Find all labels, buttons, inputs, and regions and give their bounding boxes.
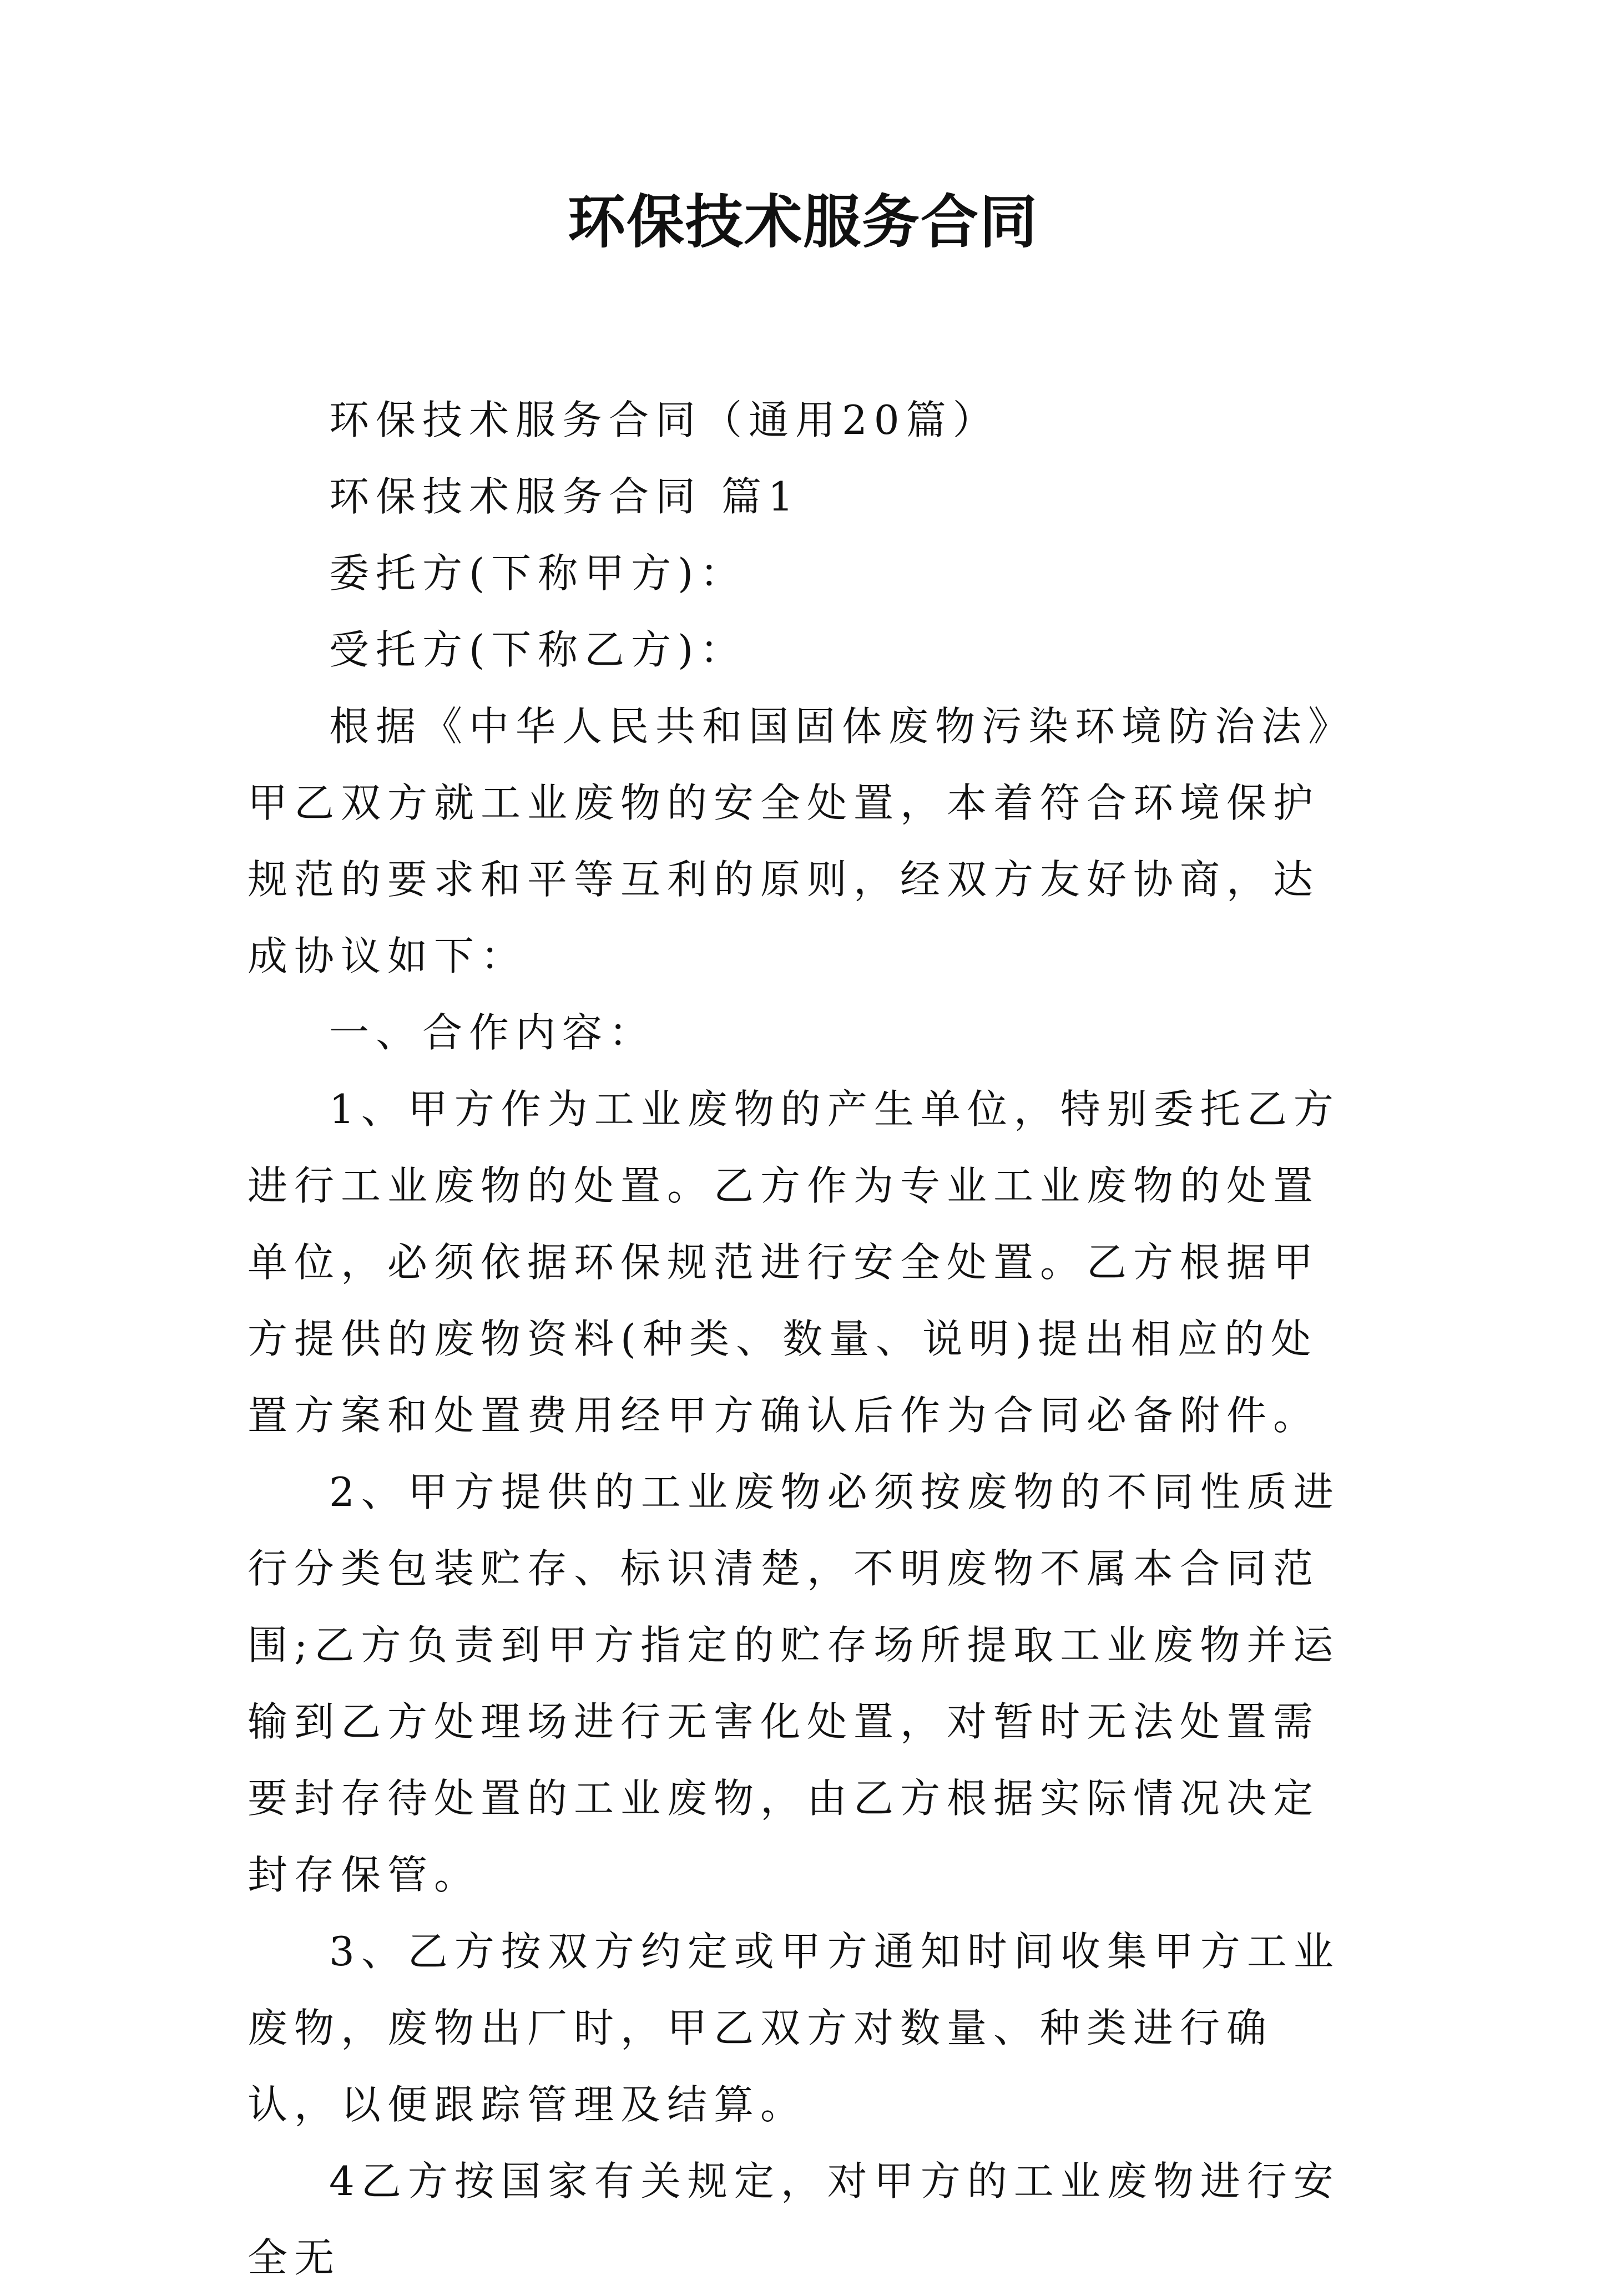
paragraph-preamble: 根据《中华人民共和国固体废物污染环境防治法》甲乙双方就工业废物的安全处置，本着符合环境保护规范的要求和平等互利的原则，经双方友好协商，达成协议如下： xyxy=(248,703,1355,979)
paragraph-section-title: 环保技术服务合同 篇1 xyxy=(329,473,800,520)
document-title: 环保技术服务合同 xyxy=(567,188,1038,256)
document-body xyxy=(248,382,1363,2296)
paragraph-cooperation-heading: 一、合作内容： xyxy=(329,1009,656,1056)
paragraph-clause-3: 3、乙方按双方约定或甲方通知时间收集甲方工业废物，废物出厂时，甲乙双方对数量、种类进行确认，以便跟踪管理及结算。 xyxy=(248,1928,1340,2128)
paragraph-party-a: 委托方(下称甲方)： xyxy=(329,550,747,596)
paragraph-party-b: 受托方(下称乙方)： xyxy=(329,626,747,673)
paragraph-clause-1: 1、甲方作为工业废物的产生单位，特别委托乙方进行工业废物的处置。乙方作为专业工业废物的处置单位，必须依据环保规范进行安全处置。乙方根据甲方提供的废物资料(种类、数量、说明)提出相应的处置方案和处置费用经甲方确认后作为合同必备附件。 xyxy=(248,1086,1340,1439)
paragraph-clause-4: 4乙方按国家有关规定，对甲方的工业废物进行安全无 xyxy=(248,2158,1340,2281)
paragraph-clause-2: 2、甲方提供的工业废物必须按废物的不同性质进行分类包装贮存、标识清楚，不明废物不属本合同范围;乙方负责到甲方指定的贮存场所提取工业废物并运输到乙方处理场进行无害化处置，对暂时无法处置需要封存待处置的工业废物，由乙方根据实际情况决定封存保管。 xyxy=(248,1469,1340,1898)
paragraph-heading: 环保技术服务合同（通用20篇） xyxy=(329,397,999,443)
